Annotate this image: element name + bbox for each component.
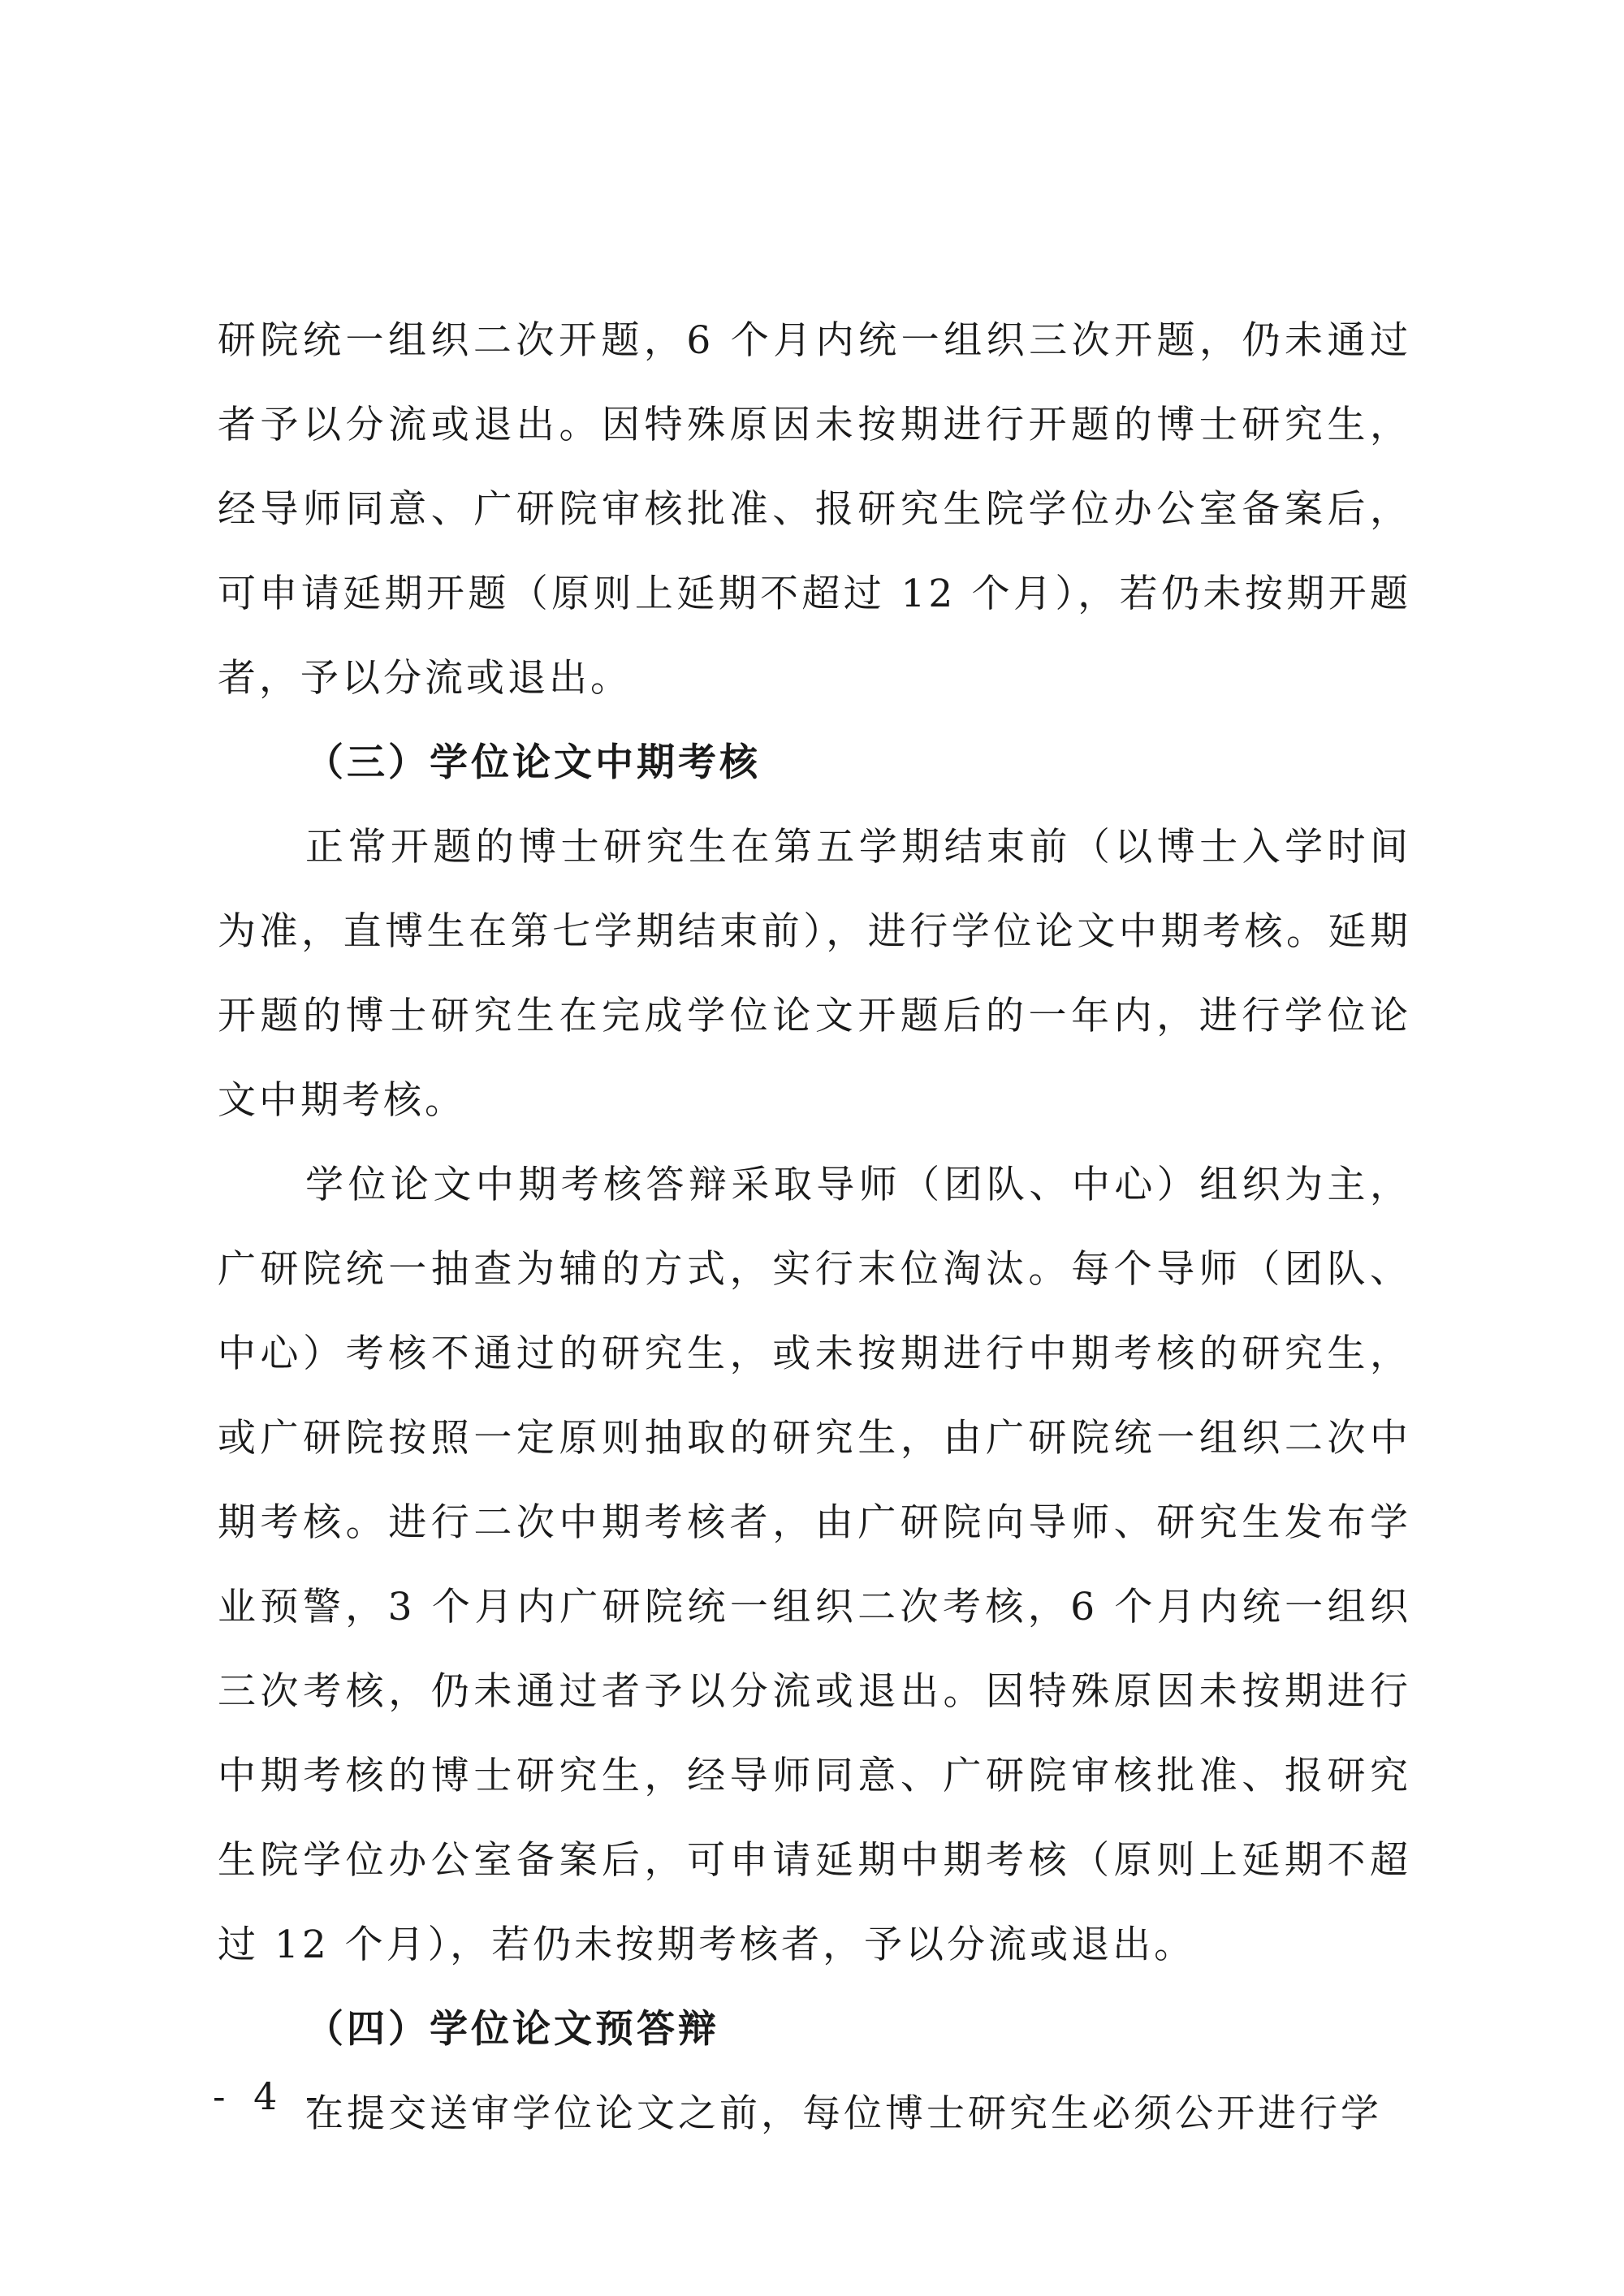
page-number: - 4 -	[213, 2074, 326, 2118]
section-heading-pre-defense: （四）学位论文预答辩	[305, 2007, 719, 2052]
paragraph-continued: 研院统一组织二次开题，6 个月内统一组织三次开题，仍未通过者予以分流或退出。因特殊原因未按期进行开题的博士研究生，经导师同意、广研院审核批准、报研究生院学位办公室备案后，可申请延期开题（原则上延期不超过 12 个月），若仍未按期开题者，予以分流或退出。	[218, 318, 1411, 701]
section-heading-midterm-review: （三）学位论文中期考核	[305, 740, 761, 785]
paragraph-pre-defense: 在提交送审学位论文之前，每位博士研究生必须公开进行学	[305, 2091, 1382, 2136]
paragraph-midterm-defense: 学位论文中期考核答辩采取导师（团队、中心）组织为主，广研院统一抽查为辅的方式，实行末位淘汰。每个导师（团队、中心）考核不通过的研究生，或未按期进行中期考核的研究生，或广研院按照一定原则抽取的研究生，由广研院统一组织二次中期考核。进行二次中期考核者，由广研院向导师、研究生发布学业预警，3 个月内广研院统一组织二次考核，6 个月内统一组织三次考核，仍未通过者予以分流或退出。因特殊原因未按期进行中期考核的博士研究生，经导师同意、广研院审核批准、报研究生院学位办公室备案后，可申请延期中期考核（原则上延期不超过 12 个月），若仍未按期考核者，予以分流或退出。	[218, 1163, 1411, 1967]
paragraph-midterm-timing: 正常开题的博士研究生在第五学期结束前（以博士入学时间为准，直博生在第七学期结束前），进行学位论文中期考核。延期开题的博士研究生在完成学位论文开题后的一年内，进行学位论文中期考核。	[218, 825, 1411, 1123]
document-body	[218, 299, 1411, 2156]
